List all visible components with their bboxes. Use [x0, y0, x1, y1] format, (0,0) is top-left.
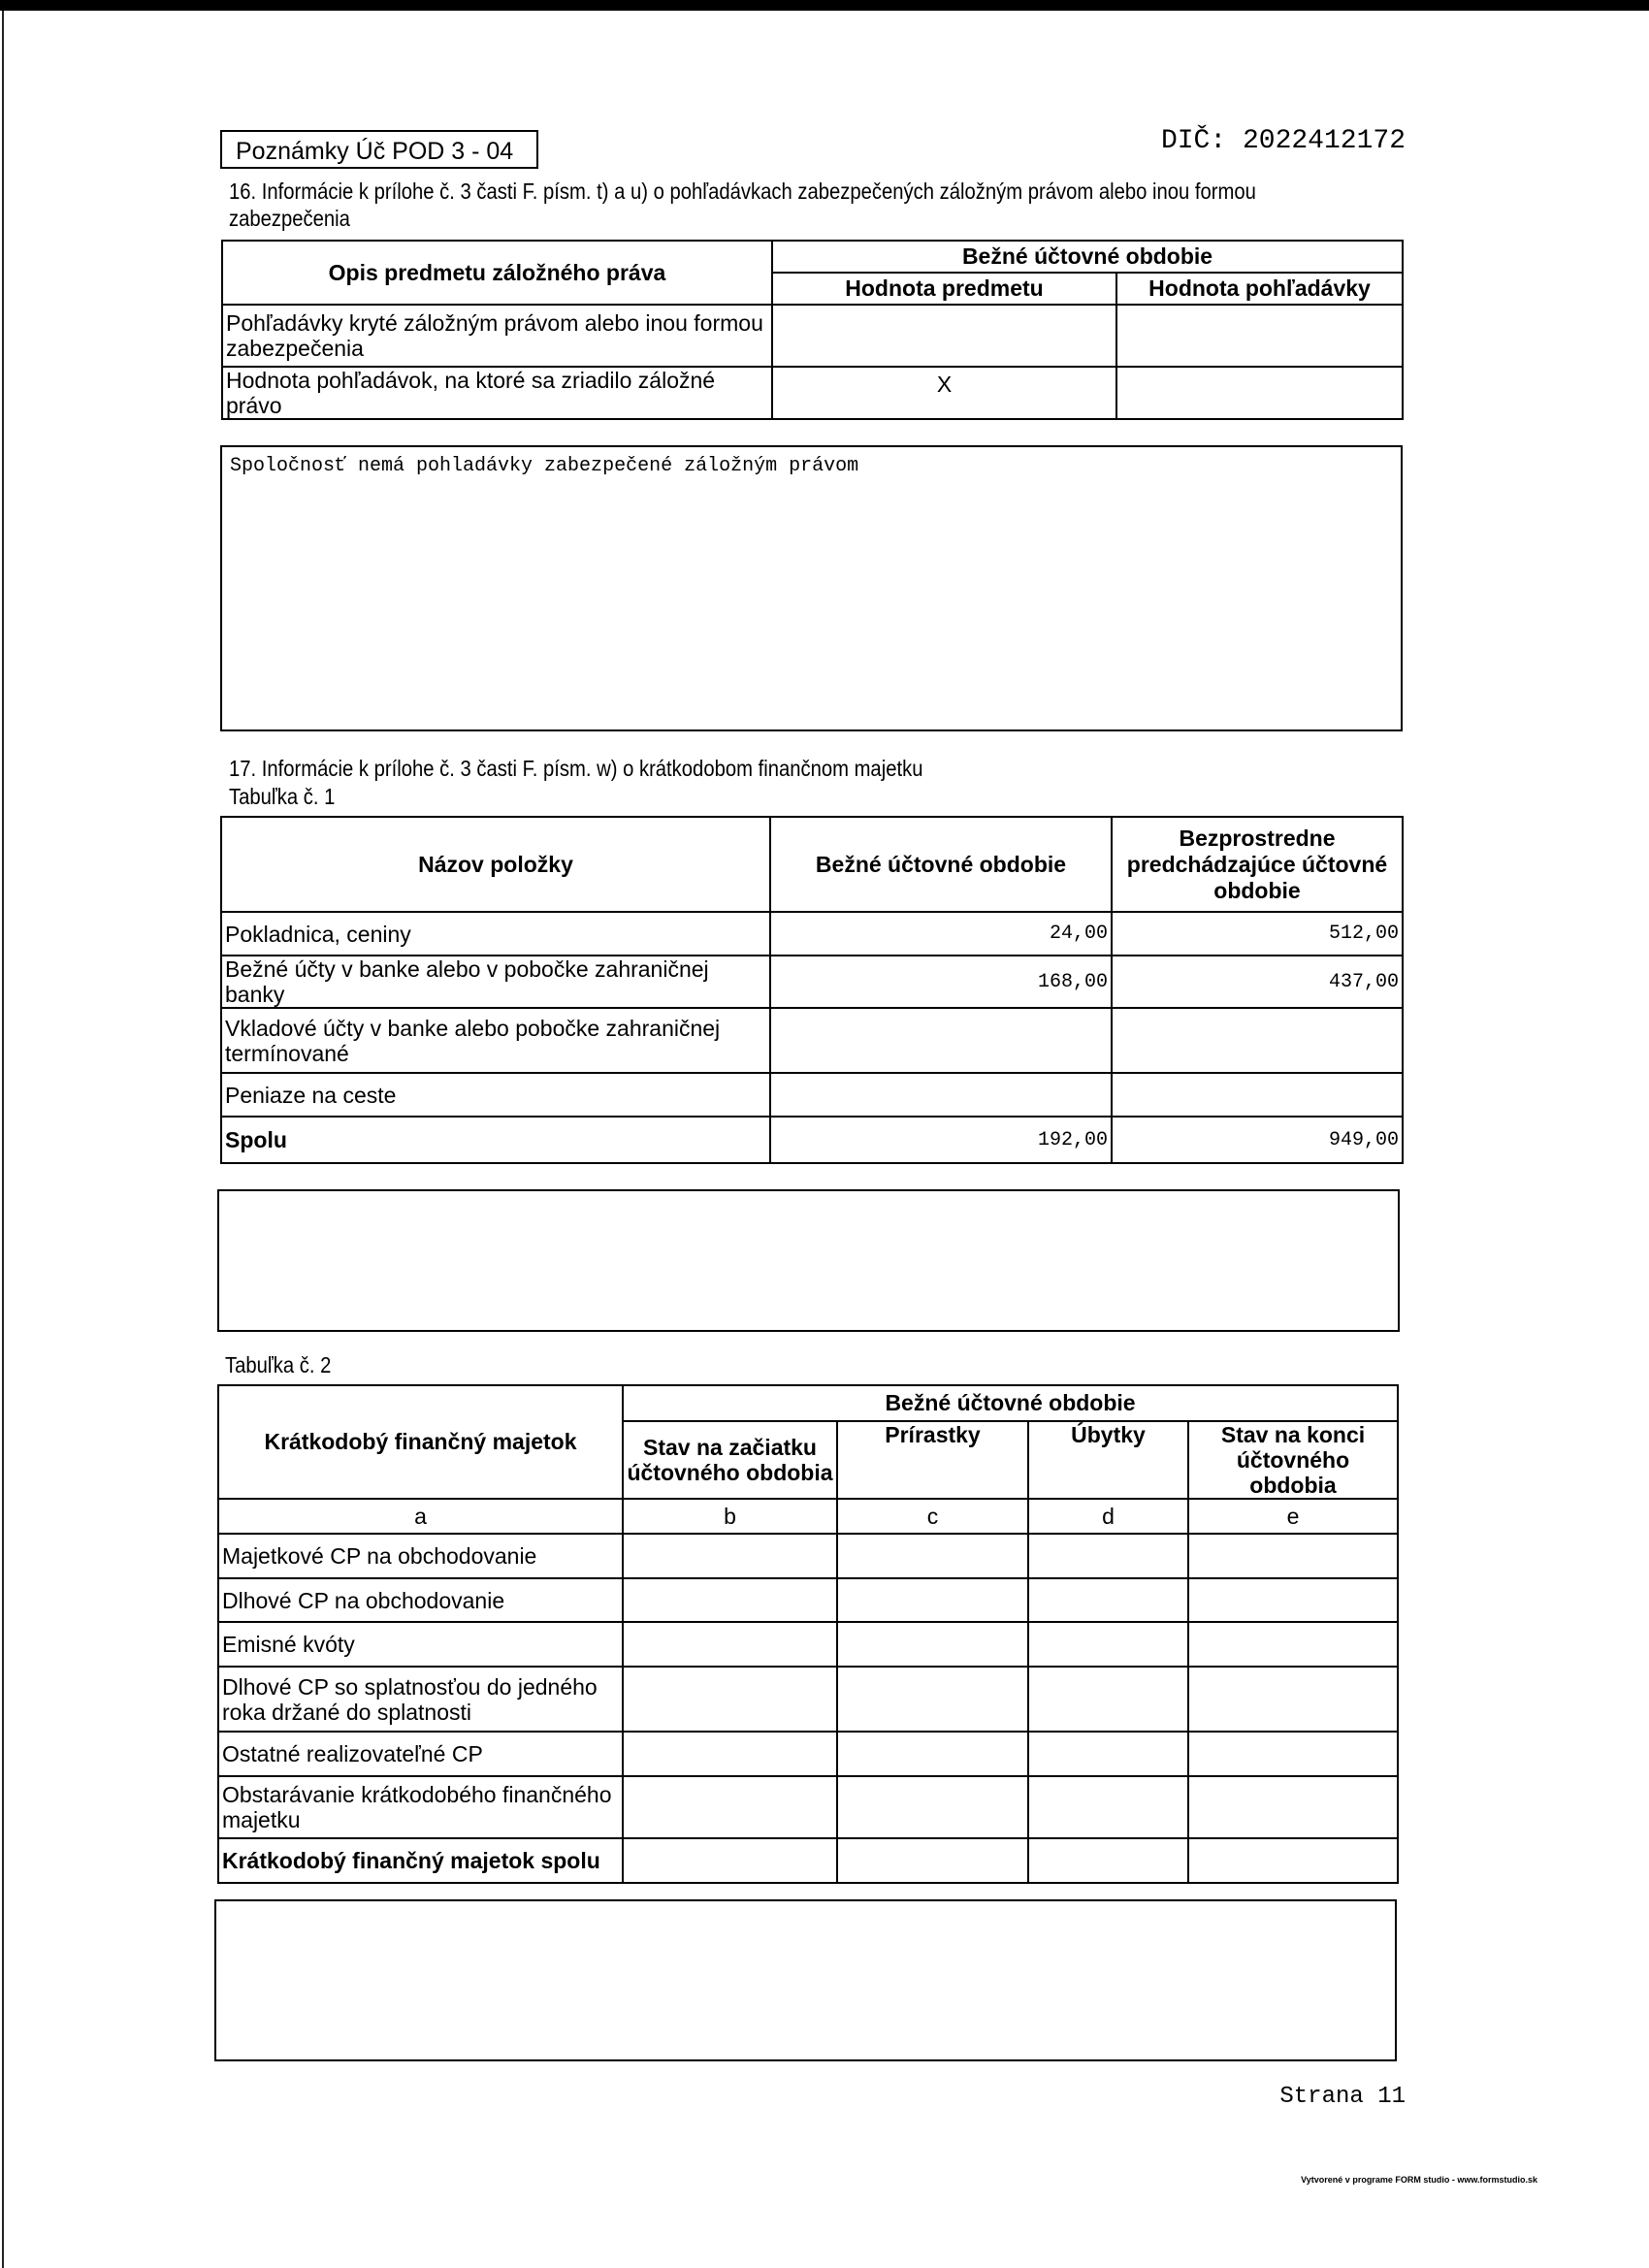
table-row: Pohľadávky kryté záložným právom alebo inou formou zabezpečenia — [222, 305, 1403, 367]
table-row: Majetkové CP na obchodovanie — [218, 1534, 1398, 1578]
table-row: Dlhové CP na obchodovanie — [218, 1578, 1398, 1622]
scan-top-border — [0, 0, 1649, 11]
col-header-additions: Prírastky — [837, 1421, 1028, 1499]
table2-note-box — [214, 1899, 1397, 2061]
table-row: Hodnota pohľadávok, na ktoré sa zriadilo záložné právo X — [222, 367, 1403, 419]
short-term-assets-table-2 — [217, 1384, 1399, 1884]
col-header-current: Bežné účtovné obdobie — [770, 817, 1112, 912]
col-header-opening: Stav na začiatku účtovného obdobia — [623, 1421, 837, 1499]
table-row: Pokladnica, ceniny 24,00 512,00 — [221, 912, 1403, 956]
section16-note-box — [220, 445, 1403, 731]
col-group-current: Bežné účtovné obdobie — [623, 1385, 1398, 1421]
letter-row: a b c d e — [218, 1499, 1398, 1534]
col-header-disposals: Úbytky — [1028, 1421, 1188, 1499]
table-row-total: Krátkodobý finančný majetok spolu — [218, 1838, 1398, 1883]
page-number: Strana 11 — [1279, 2084, 1406, 2110]
table-row-total: Spolu 192,00 949,00 — [221, 1117, 1403, 1163]
section16-heading: 16. Informácie k prílohe č. 3 časti F. písm. t) a u) o pohľadávkach zabezpečených záložným právom alebo inou formou — [229, 178, 1256, 204]
col-header-receivable-value: Hodnota pohľadávky — [1116, 273, 1403, 305]
table-row: Ostatné realizovateľné CP — [218, 1732, 1398, 1776]
table-row: Peniaze na ceste — [221, 1073, 1403, 1117]
table1-note-box — [217, 1189, 1400, 1332]
col-header-item: Názov položky — [221, 817, 770, 912]
table-row: Dlhové CP so splatnosťou do jedného roka držané do splatnosti — [218, 1667, 1398, 1732]
table-row: Bežné účty v banke alebo v pobočke zahraničnej banky 168,00 437,00 — [221, 956, 1403, 1008]
col-group-current-period: Bežné účtovné obdobie — [772, 241, 1403, 273]
table-row: Vkladové účty v banke alebo pobočke zahraničnej termínované — [221, 1008, 1403, 1073]
generator-credit: Vytvorené v programe FORM studio - www.formstudio.sk — [1301, 2175, 1537, 2185]
section17-heading: 17. Informácie k prílohe č. 3 časti F. písm. w) o krátkodobom finančnom majetku — [229, 756, 923, 781]
table-row: Obstarávanie krátkodobého finančného majetku — [218, 1776, 1398, 1838]
form-title: Poznámky Úč POD 3 - 04 — [220, 130, 538, 169]
table1-label: Tabuľka č. 1 — [229, 784, 336, 809]
col-header-previous: Bezprostredne predchádzajúce účtovné obdobie — [1112, 817, 1403, 912]
short-term-assets-table-1 — [220, 816, 1404, 1164]
table2-label: Tabuľka č. 2 — [225, 1352, 332, 1377]
scan-left-border — [2, 11, 4, 2268]
section16-heading-cont: zabezpečenia — [229, 206, 350, 231]
section16-note-text: Spoločnosť nemá pohladávky zabezpečené záložným právom — [230, 455, 859, 477]
col-header-asset: Krátkodobý finančný majetok — [218, 1385, 623, 1499]
col-header-subject-value: Hodnota predmetu — [772, 273, 1116, 305]
tax-id: DIČ: 2022412172 — [1160, 126, 1406, 156]
pledge-table — [221, 240, 1404, 420]
col-header-closing: Stav na konci účtovného obdobia — [1188, 1421, 1398, 1499]
table-row: Emisné kvóty — [218, 1622, 1398, 1667]
col-header-description: Opis predmetu záložného práva — [222, 241, 772, 305]
